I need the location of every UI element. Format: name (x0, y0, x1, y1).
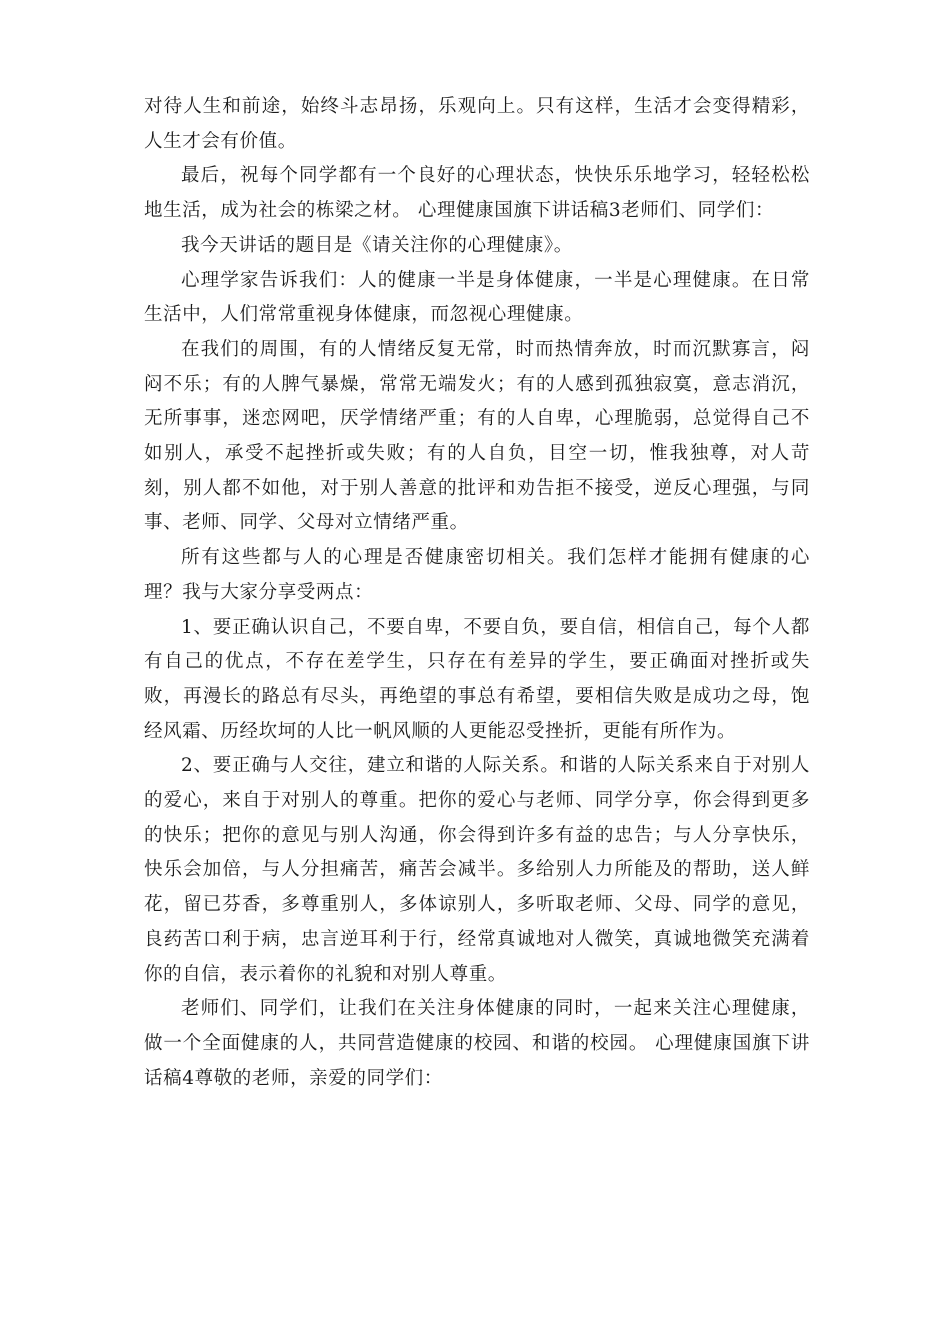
paragraph: 所有这些都与人的心理是否健康密切相关。我们怎样才能拥有健康的心理？我与大家分享受两点： (144, 547, 810, 603)
paragraph: 心理学家告诉我们：人的健康一半是身体健康，一半是心理健康。在日常生活中，人们常常重视身体健康，而忽视心理健康。 (144, 269, 810, 326)
paragraph: 在我们的周围，有的人情绪反复无常，时而热情奔放，时而沉默寡言，闷闷不乐；有的人脾气暴燥，常常无端发火；有的人感到孤独寂寞，意志消沉，无所事事，迷恋网吧，厌学情绪严重；有的人自卑，心理脆弱，总觉得自己不如别人，承受不起挫折或失败；有的人自负，目空一切，惟我独尊，对人苛刻，别人都不如他，对于别人善意的批评和劝告拒不接受，逆反心理强，与同事、老师、同学、父母对立情绪严重。 (144, 338, 810, 534)
paragraph: 1、要正确认识自己，不要自卑，不要自负，要自信，相信自己，每个人都有自己的优点，不存在差学生，只存在有差异的学生，要正确面对挫折或失败，再漫长的路总有尽头，再绝望的事总有希望，要相信失败是成功之母，饱经风霜、历经坎坷的人比一帆风顺的人更能忍受挫折，更能有所作为。 (144, 616, 810, 742)
paragraph: 我今天讲话的题目是《请关注你的心理健康》。 (181, 234, 573, 256)
paragraph: 对待人生和前途，始终斗志昂扬，乐观向上。只有这样，生活才会变得精彩，人生才会有价值。 (144, 96, 810, 152)
paragraph: 老师们、同学们，让我们在关注身体健康的同时，一起来关注心理健康，做一个全面健康的人，共同营造健康的校园、和谐的校园。 心理健康国旗下讲话稿4尊敬的老师，亲爱的同学们： (144, 998, 810, 1089)
paragraph: 2、要正确与人交往，建立和谐的人际关系。和谐的人际关系来自于对别人的爱心，来自于对别人的尊重。把你的爱心与老师、同学分享，你会得到更多的快乐；把你的意见与别人沟通，你会得到许多有益的忠告；与人分享快乐，快乐会加倍，与人分担痛苦，痛苦会减半。多给别人力所能及的帮助，送人鲜花，留已芬香，多尊重别人，多体谅别人，多听取老师、父母、同学的意见，良药苦口利于病，忠言逆耳利于行，经常真诚地对人微笑，真诚地微笑充满着你的自信，表示着你的礼貌和对别人尊重。 (144, 755, 810, 985)
paragraph: 最后，祝每个同学都有一个良好的心理状态，快快乐乐地学习，轻轻松松地生活，成为社会的栋梁之材。 心理健康国旗下讲话稿3老师们、同学们： (144, 165, 810, 222)
document-page (144, 90, 810, 1096)
